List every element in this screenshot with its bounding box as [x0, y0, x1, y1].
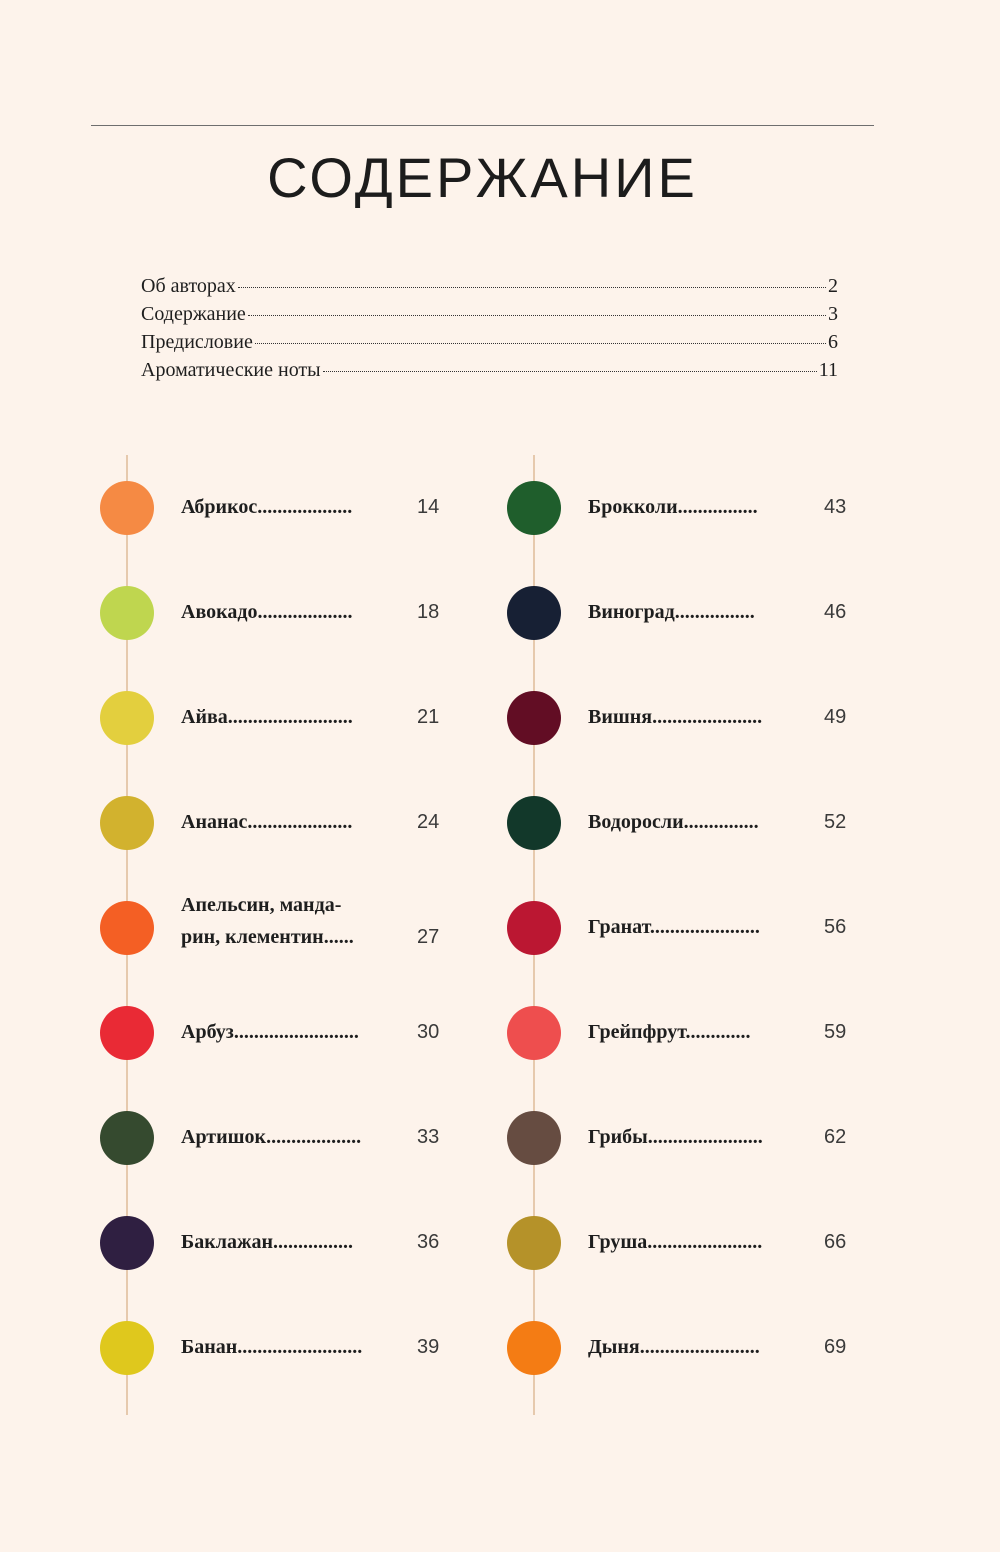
color-dot	[507, 691, 561, 745]
dot-leader: .......................	[647, 1126, 763, 1148]
color-dot	[100, 481, 154, 535]
toc-entry-page: 30	[417, 1021, 440, 1043]
intro-item-label: Предисловие	[141, 331, 253, 353]
color-dot	[100, 1321, 154, 1375]
dot-leader: .....................	[247, 811, 353, 833]
color-dot	[100, 1216, 154, 1270]
color-dot	[507, 1006, 561, 1060]
dot-leader: .........................	[227, 706, 353, 728]
dot-leader: ......................	[649, 916, 760, 938]
toc-entry-label	[181, 701, 399, 733]
toc-entry-label-line2: рин, клементин	[181, 926, 324, 948]
toc-entry-page: 56	[824, 916, 847, 938]
dot-leader: ...............	[683, 811, 759, 833]
toc-entry-label-text: Виноград	[588, 601, 675, 623]
toc-entry-page: 18	[417, 601, 440, 623]
toc-entry-label	[181, 1016, 399, 1048]
dot-leader: ................	[273, 1231, 353, 1253]
dot-leader: ...................	[257, 496, 353, 518]
intro-item-contents[interactable]	[141, 303, 838, 331]
toc-entry-label	[588, 701, 806, 733]
toc-entry-label	[588, 1331, 806, 1363]
color-dot	[100, 901, 154, 955]
toc-entry-label-text: Груша	[588, 1231, 648, 1253]
toc-entry-page: 69	[824, 1336, 847, 1358]
toc-entry-label	[181, 1226, 399, 1258]
color-dot	[507, 1216, 561, 1270]
toc-entry-label	[588, 911, 806, 943]
toc-entry-label	[588, 806, 806, 838]
intro-item-aromatic-notes[interactable]	[141, 359, 838, 387]
dot-leader: .............	[685, 1021, 751, 1043]
toc-entry-page: 33	[417, 1126, 440, 1148]
toc-entry-page: 46	[824, 601, 847, 623]
toc-entry-page: 59	[824, 1021, 847, 1043]
toc-entry-label	[588, 491, 806, 523]
toc-entry-label-text: Вишня	[588, 706, 653, 728]
page-title: СОДЕРЖАНИЕ	[267, 146, 698, 209]
dot-leader: ...................	[266, 1126, 362, 1148]
toc-entry-label-text: Грибы	[588, 1126, 648, 1148]
toc-entry-page: 66	[824, 1231, 847, 1253]
toc-entry-page: 21	[417, 706, 440, 728]
toc-entry-label	[181, 1331, 399, 1363]
dot-leader	[323, 371, 817, 372]
intro-item-page: 6	[828, 331, 838, 353]
toc-entry-page: 39	[417, 1336, 440, 1358]
toc-entry-label	[181, 806, 399, 838]
toc-entry-label	[181, 596, 399, 628]
toc-entry-label-text: Айва	[181, 706, 228, 728]
dot-leader: .........................	[237, 1336, 363, 1358]
dot-leader: ................	[677, 496, 758, 518]
color-dot	[100, 1006, 154, 1060]
toc-entry-page: 52	[824, 811, 847, 833]
toc-entry-label-text: Брокколи	[588, 496, 678, 518]
toc-entry-label	[181, 889, 399, 953]
toc-entry-label-text: Водоросли	[588, 811, 684, 833]
toc-entry-label-text: Гранат	[588, 916, 650, 938]
toc-entry-label-line1: Апельсин, манда-	[181, 894, 342, 916]
toc-entry-page: 62	[824, 1126, 847, 1148]
top-rule	[91, 125, 874, 126]
dot-leader: .......................	[647, 1231, 763, 1253]
color-dot	[507, 1111, 561, 1165]
color-dot	[100, 586, 154, 640]
color-dot	[100, 1111, 154, 1165]
dot-leader	[255, 343, 826, 344]
color-dot	[507, 481, 561, 535]
toc-entry-label-text: Баклажан	[181, 1231, 273, 1253]
toc-entry-page: 43	[824, 496, 847, 518]
toc-entry-label	[181, 1121, 399, 1153]
intro-item-label: Содержание	[141, 303, 246, 325]
color-dot	[100, 796, 154, 850]
toc-entry-label-text: Банан	[181, 1336, 238, 1358]
toc-entry-label-text: Ананас	[181, 811, 248, 833]
color-dot	[507, 901, 561, 955]
dot-leader: ......	[323, 926, 354, 948]
intro-item-authors[interactable]	[141, 275, 838, 303]
toc-entry-label	[588, 1121, 806, 1153]
intro-item-label: Об авторах	[141, 275, 236, 297]
dot-leader: .........................	[233, 1021, 359, 1043]
toc-entry-label-text: Арбуз	[181, 1021, 234, 1043]
color-dot	[100, 691, 154, 745]
intro-item-label: Ароматические ноты	[141, 359, 321, 381]
toc-entry-label	[181, 491, 399, 523]
dot-leader	[238, 287, 826, 288]
dot-leader: ........................	[639, 1336, 760, 1358]
toc-entry-page: 36	[417, 1231, 440, 1253]
dot-leader: ......................	[652, 706, 763, 728]
toc-entry-label-text: Абрикос	[181, 496, 258, 518]
toc-entry-page: 14	[417, 496, 440, 518]
color-dot	[507, 796, 561, 850]
dot-leader: ................	[674, 601, 755, 623]
dot-leader	[248, 315, 826, 316]
toc-entry-page: 24	[417, 811, 440, 833]
intro-item-page: 2	[828, 275, 838, 297]
toc-entry-label-text: Дыня	[588, 1336, 640, 1358]
color-dot	[507, 1321, 561, 1375]
color-dot	[507, 586, 561, 640]
intro-item-page: 3	[828, 303, 838, 325]
toc-entry-label-text: Грейпфрут	[588, 1021, 686, 1043]
intro-item-page: 11	[818, 359, 838, 381]
toc-entry-label-text: Авокадо	[181, 601, 258, 623]
toc-entry-label	[588, 1016, 806, 1048]
intro-list	[141, 275, 838, 387]
toc-entry-label	[588, 596, 806, 628]
toc-entry-label	[588, 1226, 806, 1258]
toc-entry-page: 27	[417, 926, 440, 948]
dot-leader: ...................	[257, 601, 353, 623]
intro-item-preface[interactable]	[141, 331, 838, 359]
toc-entry-page: 49	[824, 706, 847, 728]
toc-entry-label-text: Артишок	[181, 1126, 267, 1148]
